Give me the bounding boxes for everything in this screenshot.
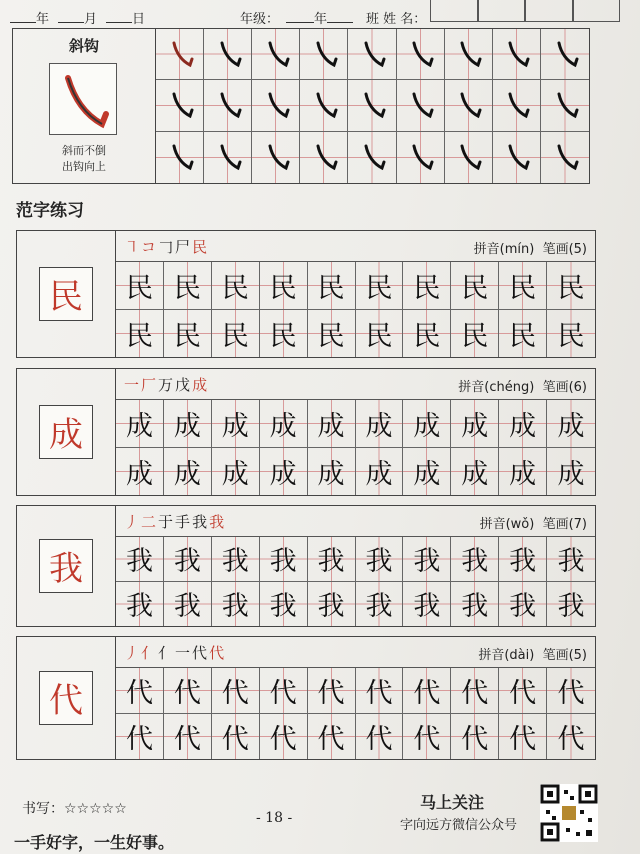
practice-cell[interactable]: 我 (356, 582, 404, 627)
practice-cell[interactable]: 民 (260, 262, 308, 310)
section-title: 范字练习 (16, 201, 84, 221)
stroke-order-step: 于 (158, 513, 176, 531)
practice-cell[interactable]: 成 (308, 400, 356, 448)
month-label: 月 (84, 12, 98, 27)
stroke-practice-cell[interactable] (156, 29, 204, 80)
stroke-practice-cell[interactable] (300, 29, 348, 80)
slant-hook-stroke-icon (502, 39, 530, 69)
practice-cell[interactable]: 我 (499, 582, 547, 627)
practice-cell[interactable]: 成 (499, 448, 547, 496)
model-character: 我 (39, 539, 93, 593)
stroke-practice-cell[interactable] (204, 132, 252, 183)
stroke-practice-cell[interactable] (348, 132, 396, 183)
slant-hook-stroke-icon (166, 90, 194, 120)
practice-cell[interactable]: 成 (403, 400, 451, 448)
pinyin-label: 拼音(mín) (473, 242, 535, 257)
practice-cell[interactable]: 民 (212, 262, 260, 310)
practice-cell[interactable]: 代 (308, 668, 356, 714)
practice-cell[interactable]: 民 (356, 310, 404, 358)
follow-label: 马上关注 (420, 793, 485, 812)
stroke-order-final: 民 (192, 238, 210, 256)
stroke-order-step: 戊 (175, 376, 193, 394)
stroke-practice-cell[interactable] (541, 29, 589, 80)
practice-cell[interactable]: 成 (499, 400, 547, 448)
practice-cell[interactable]: 我 (451, 537, 499, 582)
practice-cell[interactable]: 代 (499, 668, 547, 714)
year-label: 年 (36, 12, 50, 27)
practice-cell[interactable]: 民 (403, 310, 451, 358)
stroke-order-step: 丿 (124, 644, 142, 662)
stroke-order-step: 亻一 (158, 644, 193, 662)
practice-cell[interactable]: 代 (116, 714, 164, 760)
practice-cell[interactable]: 我 (164, 582, 212, 627)
practice-cell[interactable]: 成 (212, 400, 260, 448)
practice-cell[interactable]: 成 (403, 448, 451, 496)
slant-hook-stroke-icon (310, 39, 338, 69)
practice-cell[interactable]: 我 (403, 582, 451, 627)
practice-cell[interactable]: 代 (164, 668, 212, 714)
practice-cell[interactable]: 民 (164, 310, 212, 358)
practice-cell[interactable]: 成 (451, 400, 499, 448)
stroke-practice-cell[interactable] (156, 80, 204, 131)
practice-cell[interactable]: 成 (451, 448, 499, 496)
stroke-practice-cell[interactable] (541, 80, 589, 131)
character-info-row (116, 369, 595, 400)
slant-hook-stroke-icon (214, 90, 242, 120)
slant-hook-stroke-icon (358, 90, 386, 120)
practice-cell[interactable]: 代 (451, 714, 499, 760)
practice-cell[interactable]: 我 (260, 537, 308, 582)
practice-cell[interactable]: 成 (547, 400, 595, 448)
practice-cell[interactable]: 民 (116, 262, 164, 310)
practice-cell[interactable]: 成 (212, 448, 260, 496)
slant-hook-stroke-icon (166, 39, 194, 69)
practice-cell[interactable]: 代 (260, 714, 308, 760)
character-block (16, 636, 596, 760)
practice-cell[interactable]: 我 (260, 582, 308, 627)
stroke-order-step: 二 (141, 513, 159, 531)
stroke-practice-cell[interactable] (541, 132, 589, 183)
slant-hook-stroke-icon (358, 39, 386, 69)
slant-hook-stroke-icon (214, 39, 242, 69)
stroke-order-final: 成 (192, 376, 210, 394)
practice-cell[interactable]: 我 (547, 537, 595, 582)
stroke-practice-cell[interactable] (397, 80, 445, 131)
character-meta (480, 513, 587, 532)
stroke-order (124, 374, 209, 395)
character-meta (478, 644, 587, 663)
practice-cell[interactable]: 我 (308, 537, 356, 582)
character-block (16, 368, 596, 496)
practice-cell[interactable]: 代 (356, 714, 404, 760)
page-number: - 18 - (256, 810, 293, 826)
strokes-label: 笔画(7) (542, 517, 587, 532)
stroke-practice-cell[interactable] (348, 29, 396, 80)
practice-cell[interactable]: 成 (260, 400, 308, 448)
stroke-order-step: 亻 (141, 644, 159, 662)
stroke-order (124, 236, 209, 257)
model-character: 代 (39, 671, 93, 725)
grade-year-label: 年 (314, 12, 328, 27)
practice-cell[interactable]: 成 (164, 448, 212, 496)
name-boxes (430, 0, 620, 22)
stroke-order-final: 代 (209, 644, 227, 662)
model-area (17, 506, 116, 626)
stroke-info (13, 29, 156, 183)
practice-cell[interactable]: 民 (308, 262, 356, 310)
qr-code-icon (540, 784, 598, 842)
stroke-demo-box (49, 63, 117, 135)
motto: 一手好字，一生好事。 (14, 833, 175, 852)
day-label: 日 (132, 12, 146, 27)
practice-cell[interactable]: 民 (164, 262, 212, 310)
stroke-order-step: 代 (192, 644, 210, 662)
stroke-practice-cell[interactable] (493, 29, 541, 80)
practice-cell[interactable]: 成 (356, 400, 404, 448)
slant-hook-stroke-icon (358, 142, 386, 172)
practice-cell[interactable]: 我 (308, 582, 356, 627)
practice-cell[interactable]: 民 (308, 310, 356, 358)
practice-cell[interactable]: 成 (308, 448, 356, 496)
stroke-practice-cell[interactable] (204, 29, 252, 80)
practice-cell[interactable]: 我 (212, 582, 260, 627)
practice-cell[interactable]: 我 (499, 537, 547, 582)
practice-cell[interactable]: 民 (547, 310, 595, 358)
character-info-row (116, 231, 595, 262)
character-meta (458, 376, 587, 395)
stroke-desc (13, 143, 155, 175)
stroke-order-step: 尸 (175, 238, 193, 256)
practice-cell[interactable]: 代 (547, 668, 595, 714)
practice-cell[interactable]: 代 (116, 668, 164, 714)
practice-cell[interactable]: 我 (547, 582, 595, 627)
stroke-practice-cell[interactable] (445, 132, 493, 183)
character-block (16, 505, 596, 627)
practice-cell[interactable]: 我 (451, 582, 499, 627)
slant-hook-stroke-icon (551, 90, 579, 120)
stroke-order-step: ㇕ (124, 238, 142, 256)
practice-cell[interactable]: 民 (451, 310, 499, 358)
practice-grid (116, 668, 595, 759)
practice-cell[interactable]: 成 (164, 400, 212, 448)
practice-cell[interactable]: 我 (212, 537, 260, 582)
stroke-grid (156, 29, 589, 183)
slant-hook-stroke-icon (214, 142, 242, 172)
stroke-practice-cell[interactable] (252, 29, 300, 80)
practice-cell[interactable]: 代 (403, 714, 451, 760)
stroke-practice-cell[interactable] (156, 132, 204, 183)
stroke-order-step: 厂 (141, 376, 159, 394)
strokes-label: 笔画(5) (542, 648, 587, 663)
slant-hook-stroke-icon (262, 142, 290, 172)
stroke-practice-cell[interactable] (348, 80, 396, 131)
practice-cell[interactable]: 代 (356, 668, 404, 714)
practice-cell[interactable]: 成 (547, 448, 595, 496)
model-area (17, 637, 116, 759)
pinyin-label: 拼音(dài) (478, 648, 535, 663)
character-block (16, 230, 596, 358)
strokes-label: 笔画(6) (542, 380, 587, 395)
stroke-practice-section (12, 28, 590, 184)
stroke-practice-cell[interactable] (445, 80, 493, 131)
stroke-order (124, 642, 226, 663)
stroke-order-step: 我 (192, 513, 210, 531)
stroke-desc-line1: 斜而不倒 (62, 144, 106, 157)
model-area (17, 231, 116, 357)
character-info-row (116, 637, 595, 668)
stroke-practice-cell[interactable] (252, 132, 300, 183)
practice-cell[interactable]: 成 (116, 400, 164, 448)
stroke-order-step: 一 (124, 376, 142, 394)
stroke-order-final: 我 (209, 513, 227, 531)
slant-hook-stroke-icon (551, 39, 579, 69)
stroke-practice-cell[interactable] (445, 29, 493, 80)
slant-hook-stroke-icon (406, 90, 434, 120)
stroke-demo-icon (50, 64, 116, 134)
slant-hook-stroke-icon (454, 39, 482, 69)
practice-grid (116, 537, 595, 626)
class-name-label: 班 姓 名： (366, 12, 427, 27)
practice-cell[interactable]: 代 (260, 668, 308, 714)
stroke-order-step: 万 (158, 376, 176, 394)
stroke-order (124, 511, 226, 532)
practice-cell[interactable]: 代 (212, 668, 260, 714)
practice-cell[interactable]: 代 (308, 714, 356, 760)
practice-cell[interactable]: 代 (547, 714, 595, 760)
pinyin-label: 拼音(wǒ) (479, 517, 535, 532)
practice-cell[interactable]: 代 (403, 668, 451, 714)
slant-hook-stroke-icon (502, 90, 530, 120)
stroke-desc-line2: 出钩向上 (62, 160, 106, 173)
stroke-practice-cell[interactable] (493, 132, 541, 183)
grade-label: 年级： (240, 12, 280, 27)
stroke-title: 斜钩 (68, 37, 99, 55)
practice-cell[interactable]: 成 (356, 448, 404, 496)
slant-hook-stroke-icon (166, 142, 194, 172)
pinyin-label: 拼音(chéng) (458, 380, 535, 395)
practice-cell[interactable]: 成 (260, 448, 308, 496)
practice-cell[interactable]: 代 (499, 714, 547, 760)
practice-grid (116, 400, 595, 495)
stroke-order-step: 丿 (124, 513, 142, 531)
practice-cell[interactable]: 代 (451, 668, 499, 714)
stroke-practice-cell[interactable] (397, 132, 445, 183)
stroke-order-step: 手 (175, 513, 193, 531)
practice-cell[interactable]: 民 (212, 310, 260, 358)
practice-cell[interactable]: 民 (403, 262, 451, 310)
practice-cell[interactable]: 代 (212, 714, 260, 760)
practice-cell[interactable]: 民 (116, 310, 164, 358)
stroke-practice-cell[interactable] (300, 80, 348, 131)
character-info-row (116, 506, 595, 537)
practice-cell[interactable]: 我 (403, 537, 451, 582)
qr-code (540, 784, 598, 842)
stroke-practice-cell[interactable] (300, 132, 348, 183)
account-label: 字向远方微信公众号 (400, 818, 518, 833)
model-character: 成 (39, 405, 93, 459)
practice-cell[interactable]: 代 (164, 714, 212, 760)
practice-cell[interactable]: 民 (499, 262, 547, 310)
slant-hook-stroke-icon (262, 90, 290, 120)
practice-cell[interactable]: 民 (499, 310, 547, 358)
slant-hook-stroke-icon (406, 142, 434, 172)
slant-hook-stroke-icon (551, 142, 579, 172)
slant-hook-stroke-icon (262, 39, 290, 69)
practice-cell[interactable]: 民 (451, 262, 499, 310)
header (10, 6, 620, 28)
slant-hook-stroke-icon (502, 142, 530, 172)
practice-cell[interactable]: 成 (116, 448, 164, 496)
model-character: 民 (39, 267, 93, 321)
strokes-label: 笔画(5) (542, 242, 587, 257)
stroke-practice-cell[interactable] (493, 80, 541, 131)
slant-hook-stroke-icon (454, 142, 482, 172)
practice-cell[interactable]: 我 (116, 582, 164, 627)
practice-cell[interactable]: 民 (547, 262, 595, 310)
stroke-practice-cell[interactable] (252, 80, 300, 131)
character-meta (474, 238, 587, 257)
slant-hook-stroke-icon (406, 39, 434, 69)
practice-cell[interactable]: 我 (116, 537, 164, 582)
slant-hook-stroke-icon (310, 90, 338, 120)
practice-cell[interactable]: 我 (356, 537, 404, 582)
stroke-order-step: コ (141, 238, 159, 256)
stroke-practice-cell[interactable] (204, 80, 252, 131)
practice-cell[interactable]: 民 (356, 262, 404, 310)
stroke-practice-cell[interactable] (397, 29, 445, 80)
slant-hook-stroke-icon (454, 90, 482, 120)
practice-cell[interactable]: 我 (164, 537, 212, 582)
practice-cell[interactable]: 民 (260, 310, 308, 358)
slant-hook-stroke-icon (310, 142, 338, 172)
model-area (17, 369, 116, 495)
stroke-order-step: 𠃌 (158, 238, 176, 256)
practice-grid (116, 262, 595, 357)
rating-stars: 书写：☆☆☆☆☆ (22, 801, 127, 817)
